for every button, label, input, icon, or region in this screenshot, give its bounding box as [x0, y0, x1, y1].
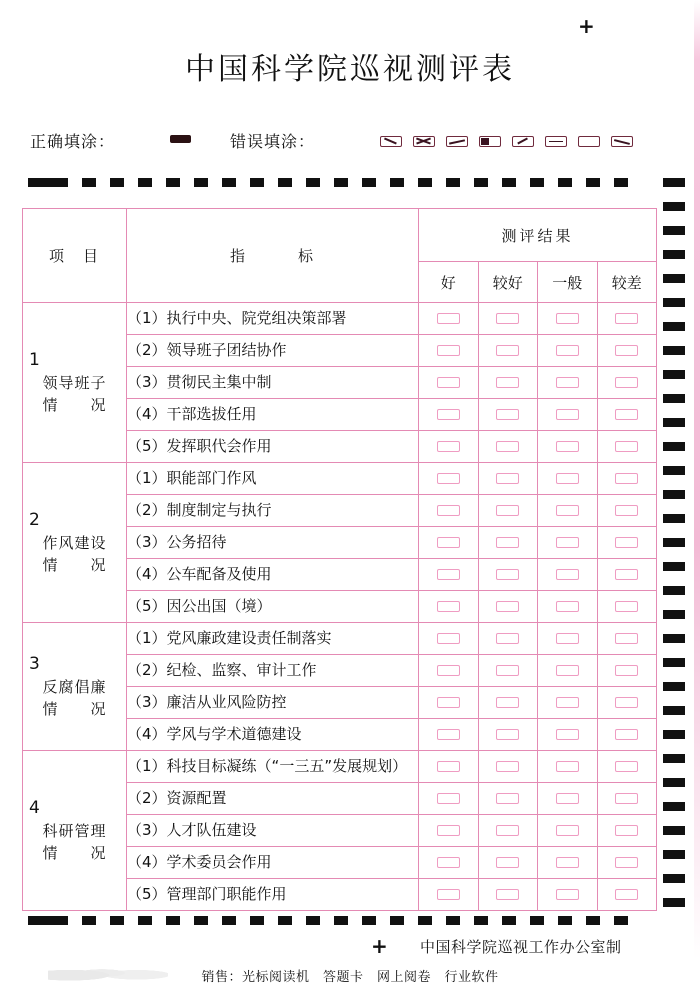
answer-bubble[interactable]: [437, 793, 460, 804]
section-number: 3: [29, 654, 41, 675]
bubble-cell[interactable]: [538, 367, 598, 399]
bubble-cell[interactable]: [478, 847, 538, 879]
section-name-line1: 科研管理: [42, 822, 107, 841]
answer-bubble[interactable]: [437, 345, 460, 356]
indicator-label: （5）因公出国（境）: [127, 591, 419, 623]
timing-mark: [502, 916, 516, 925]
bubble-cell[interactable]: [538, 399, 598, 431]
answer-bubble[interactable]: [615, 729, 638, 740]
indicator-label: （3）贯彻民主集中制: [127, 367, 419, 399]
timing-mark: [362, 916, 376, 925]
answer-bubble[interactable]: [437, 409, 460, 420]
answer-bubble[interactable]: [437, 441, 460, 452]
indicator-label: （4）学术委员会作用: [127, 847, 419, 879]
timing-mark: [663, 418, 685, 427]
answer-bubble[interactable]: [496, 441, 519, 452]
timing-track-right: [663, 178, 685, 926]
bubble-cell[interactable]: [597, 719, 657, 751]
section-name-line1: 反腐倡廉: [42, 678, 107, 697]
answer-bubble[interactable]: [556, 377, 579, 388]
bubble-cell[interactable]: [538, 495, 598, 527]
answer-bubble[interactable]: [615, 889, 638, 900]
timing-mark: [446, 178, 460, 187]
wrong-mark-empty-icon: [578, 136, 600, 147]
timing-mark: [663, 586, 685, 595]
timing-mark: [663, 250, 685, 259]
answer-bubble[interactable]: [556, 441, 579, 452]
answer-bubble[interactable]: [437, 537, 460, 548]
timing-mark: [663, 202, 685, 211]
timing-mark: [418, 916, 432, 925]
timing-mark: [663, 322, 685, 331]
timing-mark: [250, 178, 264, 187]
timing-mark: [663, 826, 685, 835]
correct-fill-sample: [170, 135, 191, 143]
bubble-cell[interactable]: [538, 591, 598, 623]
timing-mark: [474, 178, 488, 187]
answer-bubble[interactable]: [437, 665, 460, 676]
timing-mark: [663, 730, 685, 739]
bubble-cell[interactable]: [597, 687, 657, 719]
evaluation-table: [22, 208, 656, 911]
bubble-cell[interactable]: [597, 751, 657, 783]
header-scale-4: 较差: [597, 262, 657, 303]
indicator-label: （4）公车配备及使用: [127, 559, 419, 591]
answer-bubble[interactable]: [496, 793, 519, 804]
timing-mark: [663, 898, 685, 907]
bubble-cell[interactable]: [597, 879, 657, 911]
timing-mark: [446, 916, 460, 925]
bubble-cell[interactable]: [419, 559, 479, 591]
answer-bubble[interactable]: [496, 889, 519, 900]
answer-bubble[interactable]: [496, 409, 519, 420]
answer-bubble[interactable]: [496, 569, 519, 580]
bubble-cell[interactable]: [478, 335, 538, 367]
bubble-cell[interactable]: [419, 623, 479, 655]
timing-mark: [663, 442, 685, 451]
answer-bubble[interactable]: [615, 825, 638, 836]
bubble-cell[interactable]: [478, 815, 538, 847]
bubble-cell[interactable]: [478, 367, 538, 399]
timing-mark: [663, 610, 685, 619]
timing-mark: [194, 916, 208, 925]
answer-bubble[interactable]: [615, 313, 638, 324]
bubble-cell[interactable]: [597, 815, 657, 847]
indicator-label: （2）纪检、监察、审计工作: [127, 655, 419, 687]
bubble-cell[interactable]: [597, 399, 657, 431]
indicator-label: （4）干部选拔任用: [127, 399, 419, 431]
bubble-cell[interactable]: [478, 623, 538, 655]
answer-bubble[interactable]: [437, 601, 460, 612]
bubble-cell[interactable]: [478, 559, 538, 591]
bubble-cell[interactable]: [419, 303, 479, 335]
answer-bubble[interactable]: [496, 601, 519, 612]
bubble-cell[interactable]: [597, 463, 657, 495]
timing-mark: [663, 370, 685, 379]
answer-bubble[interactable]: [556, 889, 579, 900]
bubble-cell[interactable]: [478, 655, 538, 687]
timing-mark: [530, 178, 544, 187]
answer-bubble[interactable]: [496, 761, 519, 772]
answer-bubble[interactable]: [615, 601, 638, 612]
bubble-cell[interactable]: [478, 431, 538, 463]
timing-mark: [28, 178, 68, 187]
timing-mark: [663, 274, 685, 283]
answer-bubble[interactable]: [496, 377, 519, 388]
timing-mark: [138, 178, 152, 187]
bubble-cell[interactable]: [478, 879, 538, 911]
wrong-mark-half-fill-icon: [479, 136, 501, 147]
timing-mark: [663, 778, 685, 787]
answer-bubble[interactable]: [496, 473, 519, 484]
header-item: 项 目: [23, 209, 127, 303]
timing-mark: [28, 916, 68, 925]
page-title: 中国科学院巡视测评表: [185, 52, 515, 87]
timing-mark: [222, 178, 236, 187]
answer-bubble[interactable]: [556, 633, 579, 644]
timing-mark: [663, 490, 685, 499]
answer-bubble[interactable]: [437, 505, 460, 516]
section-cell-3: [23, 623, 127, 751]
timing-mark: [558, 916, 572, 925]
registration-cross-bottom: +: [371, 934, 388, 958]
bubble-cell[interactable]: [478, 591, 538, 623]
answer-bubble[interactable]: [615, 505, 638, 516]
wrong-mark-short-slash-icon: [512, 136, 534, 147]
section-number: 4: [29, 798, 41, 819]
bubble-cell[interactable]: [538, 751, 598, 783]
timing-mark: [663, 466, 685, 475]
timing-mark: [663, 514, 685, 523]
timing-mark: [530, 916, 544, 925]
bubble-cell[interactable]: [419, 751, 479, 783]
answer-bubble[interactable]: [556, 793, 579, 804]
bubble-cell[interactable]: [419, 847, 479, 879]
bubble-cell[interactable]: [538, 623, 598, 655]
table-row: [23, 623, 657, 655]
wrong-mark-cross-icon: [413, 136, 435, 147]
bubble-cell[interactable]: [419, 879, 479, 911]
correct-fill-label: 正确填涂：: [30, 132, 116, 151]
indicator-label: （5）发挥职代会作用: [127, 431, 419, 463]
indicator-label: （1）党风廉政建设责任制落实: [127, 623, 419, 655]
bubble-cell[interactable]: [597, 623, 657, 655]
bubble-cell[interactable]: [419, 399, 479, 431]
bubble-cell[interactable]: [597, 559, 657, 591]
answer-bubble[interactable]: [615, 665, 638, 676]
bubble-cell[interactable]: [597, 367, 657, 399]
answer-bubble[interactable]: [615, 409, 638, 420]
answer-bubble[interactable]: [556, 601, 579, 612]
bubble-cell[interactable]: [597, 783, 657, 815]
answer-bubble[interactable]: [556, 665, 579, 676]
wrong-mark-backslash-icon: [446, 136, 468, 147]
timing-mark: [663, 850, 685, 859]
bubble-cell[interactable]: [419, 687, 479, 719]
bubble-cell[interactable]: [478, 303, 538, 335]
bubble-cell[interactable]: [538, 783, 598, 815]
table-head: [23, 209, 657, 303]
table-row: [23, 463, 657, 495]
timing-mark: [194, 178, 208, 187]
timing-mark: [614, 916, 628, 925]
timing-mark: [390, 916, 404, 925]
timing-mark: [334, 916, 348, 925]
bubble-cell[interactable]: [597, 303, 657, 335]
section-name-line2: 情 况: [42, 555, 107, 574]
bubble-cell[interactable]: [419, 367, 479, 399]
timing-mark: [663, 226, 685, 235]
header-scale-3: 一般: [538, 262, 598, 303]
bubble-cell[interactable]: [538, 303, 598, 335]
timing-mark: [663, 538, 685, 547]
section-cell-4: [23, 751, 127, 911]
bubble-cell[interactable]: [597, 655, 657, 687]
section-number: 2: [29, 510, 41, 531]
section-name-line1: 作风建设: [42, 534, 107, 553]
answer-bubble[interactable]: [556, 409, 579, 420]
answer-bubble[interactable]: [496, 665, 519, 676]
answer-bubble[interactable]: [437, 697, 460, 708]
answer-bubble[interactable]: [437, 473, 460, 484]
registration-cross-top: +: [578, 14, 595, 38]
bubble-cell[interactable]: [478, 719, 538, 751]
indicator-label: （5）管理部门职能作用: [127, 879, 419, 911]
answer-bubble[interactable]: [437, 857, 460, 868]
indicator-label: （1）职能部门作风: [127, 463, 419, 495]
footer-sales: 销售：光标阅读机 答题卡 网上阅卷 行业软件: [201, 970, 499, 985]
timing-mark: [663, 706, 685, 715]
bubble-cell[interactable]: [538, 719, 598, 751]
answer-bubble[interactable]: [496, 697, 519, 708]
bubble-cell[interactable]: [538, 335, 598, 367]
timing-mark: [138, 916, 152, 925]
answer-bubble[interactable]: [615, 537, 638, 548]
timing-mark: [663, 346, 685, 355]
section-name-line2: 情 况: [42, 395, 107, 414]
bubble-cell[interactable]: [419, 335, 479, 367]
section-name-line2: 情 况: [42, 699, 107, 718]
answer-bubble[interactable]: [556, 473, 579, 484]
wrong-mark-slash-icon: [380, 136, 402, 147]
answer-bubble[interactable]: [556, 761, 579, 772]
answer-bubble[interactable]: [615, 441, 638, 452]
timing-mark: [306, 178, 320, 187]
answer-bubble[interactable]: [615, 633, 638, 644]
answer-bubble[interactable]: [437, 313, 460, 324]
bubble-cell[interactable]: [419, 815, 479, 847]
bubble-cell[interactable]: [538, 815, 598, 847]
bubble-cell[interactable]: [478, 783, 538, 815]
indicator-label: （2）资源配置: [127, 783, 419, 815]
answer-bubble[interactable]: [615, 377, 638, 388]
bubble-cell[interactable]: [538, 463, 598, 495]
answer-bubble[interactable]: [437, 761, 460, 772]
section-cell-1: [23, 303, 127, 463]
bubble-cell[interactable]: [597, 335, 657, 367]
bubble-cell[interactable]: [538, 655, 598, 687]
timing-mark: [334, 178, 348, 187]
answer-bubble[interactable]: [437, 889, 460, 900]
answer-bubble[interactable]: [615, 793, 638, 804]
page-edge-strip: [694, 0, 700, 989]
timing-mark: [663, 298, 685, 307]
timing-mark: [663, 802, 685, 811]
answer-bubble[interactable]: [615, 761, 638, 772]
timing-mark: [362, 178, 376, 187]
timing-mark: [663, 394, 685, 403]
answer-bubble[interactable]: [496, 825, 519, 836]
timing-mark: [558, 178, 572, 187]
timing-mark: [110, 178, 124, 187]
timing-mark: [502, 178, 516, 187]
timing-mark: [586, 916, 600, 925]
timing-mark: [306, 916, 320, 925]
answer-bubble[interactable]: [496, 633, 519, 644]
answer-bubble[interactable]: [496, 505, 519, 516]
bubble-cell[interactable]: [538, 687, 598, 719]
timing-mark: [166, 178, 180, 187]
answer-bubble[interactable]: [556, 825, 579, 836]
timing-mark: [110, 916, 124, 925]
timing-mark: [278, 916, 292, 925]
section-number: 1: [29, 350, 41, 371]
bubble-cell[interactable]: [597, 847, 657, 879]
indicator-label: （3）人才队伍建设: [127, 815, 419, 847]
timing-mark: [82, 916, 96, 925]
answer-bubble[interactable]: [556, 857, 579, 868]
bubble-cell[interactable]: [478, 751, 538, 783]
bubble-cell[interactable]: [419, 719, 479, 751]
answer-bubble[interactable]: [615, 473, 638, 484]
table-body: [23, 303, 657, 911]
timing-mark: [222, 916, 236, 925]
answer-bubble[interactable]: [615, 857, 638, 868]
bubble-cell[interactable]: [478, 399, 538, 431]
timing-mark: [614, 178, 628, 187]
timing-mark: [250, 916, 264, 925]
timing-mark: [663, 562, 685, 571]
footer-office: 中国科学院巡视工作办公室制: [420, 938, 622, 956]
answer-bubble[interactable]: [556, 697, 579, 708]
header-scale-2: 较好: [478, 262, 538, 303]
bubble-cell[interactable]: [419, 783, 479, 815]
bubble-cell[interactable]: [478, 687, 538, 719]
timing-mark: [663, 754, 685, 763]
timing-mark: [586, 178, 600, 187]
bubble-cell[interactable]: [597, 495, 657, 527]
bubble-cell[interactable]: [419, 495, 479, 527]
timing-mark: [82, 178, 96, 187]
answer-bubble[interactable]: [556, 537, 579, 548]
answer-bubble[interactable]: [496, 537, 519, 548]
section-name-line1: 领导班子: [42, 374, 107, 393]
answer-bubble[interactable]: [615, 697, 638, 708]
bubble-cell[interactable]: [478, 463, 538, 495]
timing-mark: [390, 178, 404, 187]
answer-bubble[interactable]: [615, 569, 638, 580]
bubble-cell[interactable]: [538, 431, 598, 463]
timing-mark: [278, 178, 292, 187]
bubble-cell[interactable]: [478, 495, 538, 527]
bubble-cell[interactable]: [597, 527, 657, 559]
wrong-mark-diagonal-icon: [611, 136, 633, 147]
timing-mark: [663, 658, 685, 667]
answer-bubble[interactable]: [615, 345, 638, 356]
table-row: [23, 303, 657, 335]
bubble-cell[interactable]: [478, 527, 538, 559]
answer-bubble[interactable]: [496, 857, 519, 868]
indicator-label: （3）廉洁从业风险防控: [127, 687, 419, 719]
timing-mark: [166, 916, 180, 925]
wrong-fill-samples: [380, 132, 640, 150]
bubble-cell[interactable]: [538, 879, 598, 911]
bubble-cell[interactable]: [419, 431, 479, 463]
answer-bubble[interactable]: [496, 729, 519, 740]
indicator-label: （2）制度制定与执行: [127, 495, 419, 527]
fill-instructions: [30, 126, 650, 152]
bubble-cell[interactable]: [419, 527, 479, 559]
answer-bubble[interactable]: [556, 569, 579, 580]
header-scale-1: 好: [419, 262, 479, 303]
timing-mark: [663, 874, 685, 883]
answer-bubble[interactable]: [437, 569, 460, 580]
answer-bubble[interactable]: [496, 345, 519, 356]
answer-bubble[interactable]: [437, 633, 460, 644]
wrong-fill-label: 错误填涂：: [230, 132, 316, 151]
answer-bubble[interactable]: [556, 345, 579, 356]
indicator-label: （1）科技目标凝练（“一三五”发展规划）: [127, 751, 419, 783]
table-row: [23, 751, 657, 783]
header-indicator: 指 标: [127, 209, 419, 303]
answer-bubble[interactable]: [437, 729, 460, 740]
answer-bubble[interactable]: [556, 729, 579, 740]
answer-bubble[interactable]: [556, 313, 579, 324]
bubble-cell[interactable]: [538, 559, 598, 591]
answer-bubble[interactable]: [556, 505, 579, 516]
bubble-cell[interactable]: [419, 655, 479, 687]
timing-mark: [663, 682, 685, 691]
header-result-group: 测评结果: [419, 209, 657, 262]
indicator-label: （2）领导班子团结协作: [127, 335, 419, 367]
timing-mark: [474, 916, 488, 925]
bubble-cell[interactable]: [597, 591, 657, 623]
bubble-cell[interactable]: [538, 527, 598, 559]
indicator-label: （1）执行中央、院党组决策部署: [127, 303, 419, 335]
timing-mark: [418, 178, 432, 187]
bubble-cell[interactable]: [419, 591, 479, 623]
wrong-mark-underline-icon: [545, 136, 567, 147]
timing-track-top: [28, 178, 652, 187]
timing-track-bottom: [28, 916, 652, 925]
timing-mark: [663, 178, 685, 187]
indicator-label: （4）学风与学术道德建设: [127, 719, 419, 751]
answer-bubble[interactable]: [496, 313, 519, 324]
answer-bubble[interactable]: [437, 825, 460, 836]
bubble-cell[interactable]: [419, 463, 479, 495]
answer-bubble[interactable]: [437, 377, 460, 388]
indicator-label: （3）公务招待: [127, 527, 419, 559]
bubble-cell[interactable]: [597, 431, 657, 463]
bubble-cell[interactable]: [538, 847, 598, 879]
timing-mark: [663, 634, 685, 643]
section-name-line2: 情 况: [42, 843, 107, 862]
section-cell-2: [23, 463, 127, 623]
